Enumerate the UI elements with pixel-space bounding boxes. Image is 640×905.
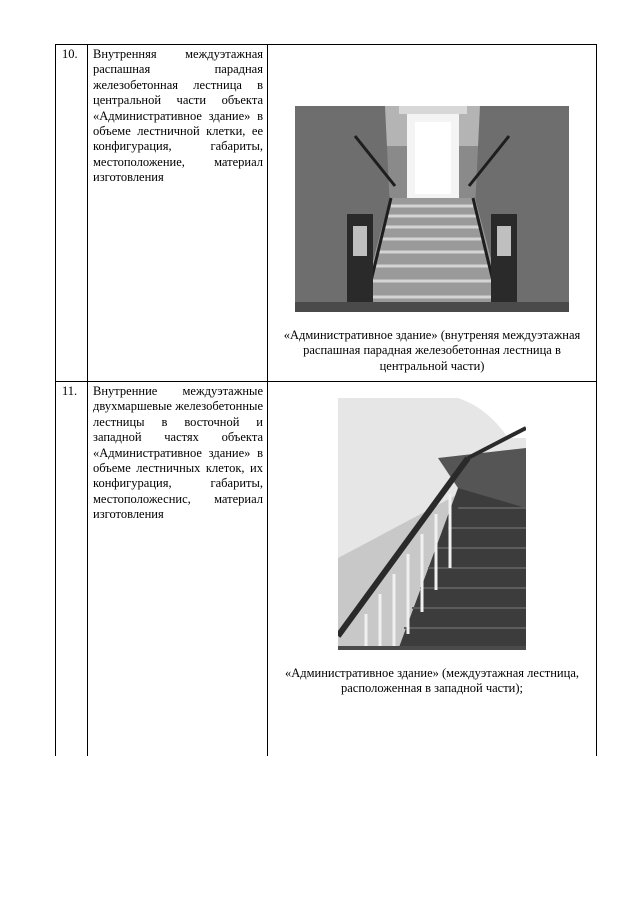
- row-description: [88, 45, 268, 382]
- row-description: [88, 382, 268, 757]
- central-staircase-photo: [295, 106, 569, 312]
- photo-caption: «Административное здание» (междуэтажная лестница, расположенная в западной части);: [285, 666, 579, 696]
- photo-cell: [268, 382, 597, 757]
- photo-caption: «Административное здание» (внутреняя междуэтажная распашная парадная железобетонная лестница в центральной части): [283, 328, 581, 373]
- west-staircase-photo: [338, 398, 526, 650]
- row-number: 11.: [56, 382, 88, 757]
- description-text: Внутренняя междуэтажная распашная парадная железобетонная лестница в центральной части объекта «Административное здание» в объеме лестничной клетки, ее конфигурация, габариты, местоположение, материал изготовления: [93, 47, 263, 185]
- monument-items-table: [55, 44, 597, 756]
- table-row: [56, 382, 597, 757]
- row-number: 10.: [56, 45, 88, 382]
- table-row: [56, 45, 597, 382]
- photo-cell: [268, 45, 597, 382]
- description-text: Внутренние междуэтажные двухмаршевые железобетонные лестницы в восточной и западной частях объекта «Административное здание» в объеме лестничных клеток, их конфигурация, габариты, местоположеснис, материал изготовления: [93, 384, 263, 522]
